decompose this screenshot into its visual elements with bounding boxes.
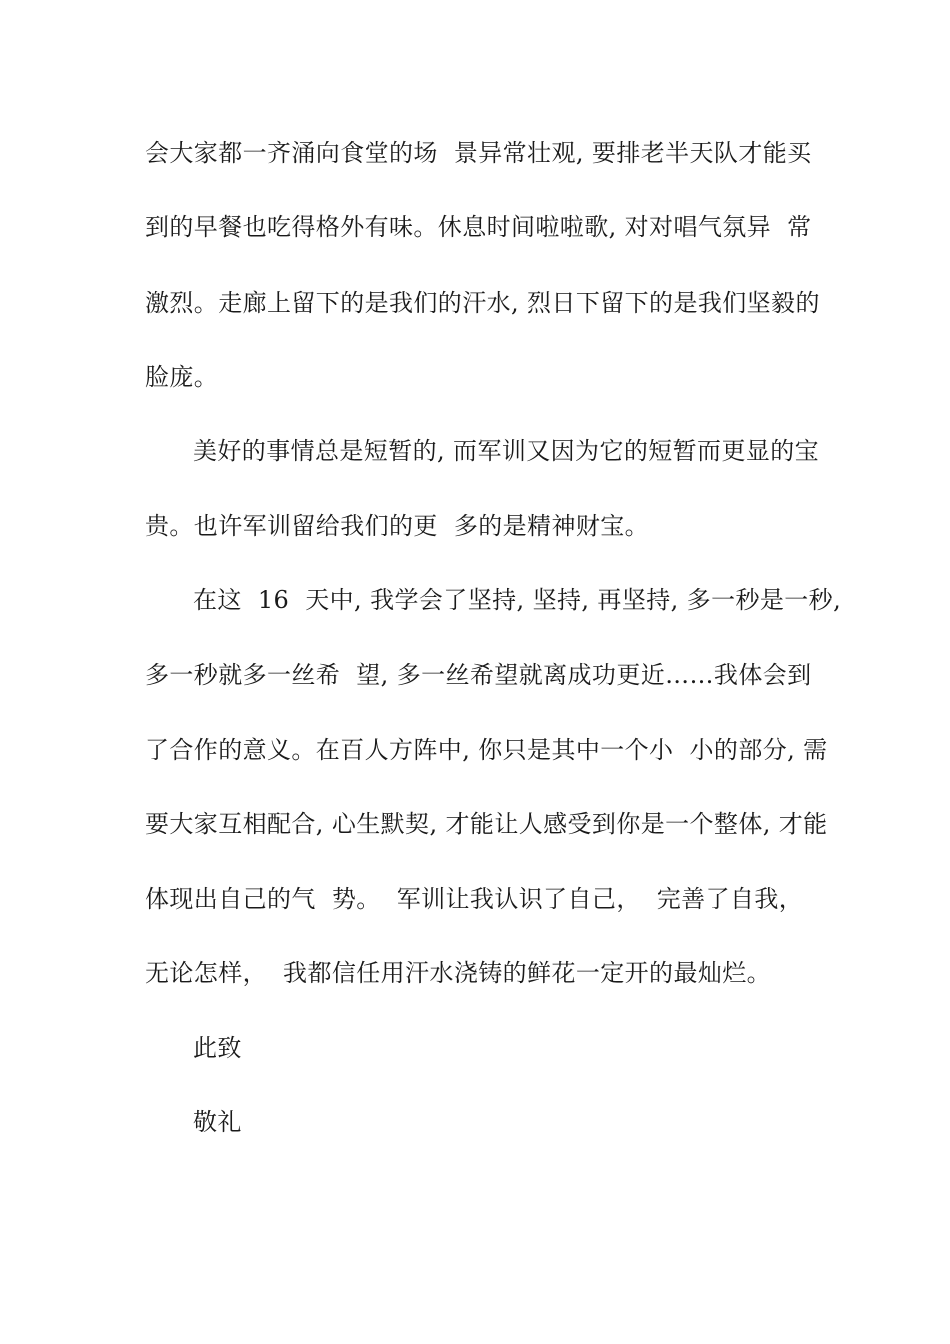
closing-salutation: 此致 [193, 1034, 242, 1062]
text-line: 了合作的意义。在百人方阵中, 你只是其中一个小 小的部分, 需 [145, 736, 828, 764]
text-line: 多一秒就多一丝希 望, 多一丝希望就离成功更近……我体会到 [145, 661, 812, 689]
text-line: 要大家互相配合, 心生默契, 才能让人感受到你是一个整体, 才能 [145, 810, 828, 838]
text-line: 到的早餐也吃得格外有味。休息时间啦啦歌, 对对唱气氛异 常 [145, 213, 812, 241]
text-line: 贵。也许军训留给我们的更 多的是精神财宝。 [145, 512, 650, 540]
text-line: 激烈。走廊上留下的是我们的汗水, 烈日下留下的是我们坚毅的 [145, 289, 820, 317]
closing-regards: 敬礼 [193, 1108, 242, 1136]
text-line: 脸庞。 [145, 363, 219, 391]
text-line: 会大家都一齐涌向食堂的场 景异常壮观, 要排老半天队才能买 [145, 139, 812, 167]
text-line: 无论怎样， 我都信任用汗水浇铸的鲜花一定开的最灿烂。 [145, 959, 772, 987]
text-line: 体现出自己的气 势。 军训让我认识了自己， 完善了自我， [145, 885, 804, 913]
paragraph-first-line: 在这 16 天中, 我学会了坚持, 坚持, 再坚持, 多一秒是一秒, [193, 586, 842, 614]
paragraph-first-line: 美好的事情总是短暂的, 而军训又因为它的短暂而更显的宝 [193, 437, 820, 465]
